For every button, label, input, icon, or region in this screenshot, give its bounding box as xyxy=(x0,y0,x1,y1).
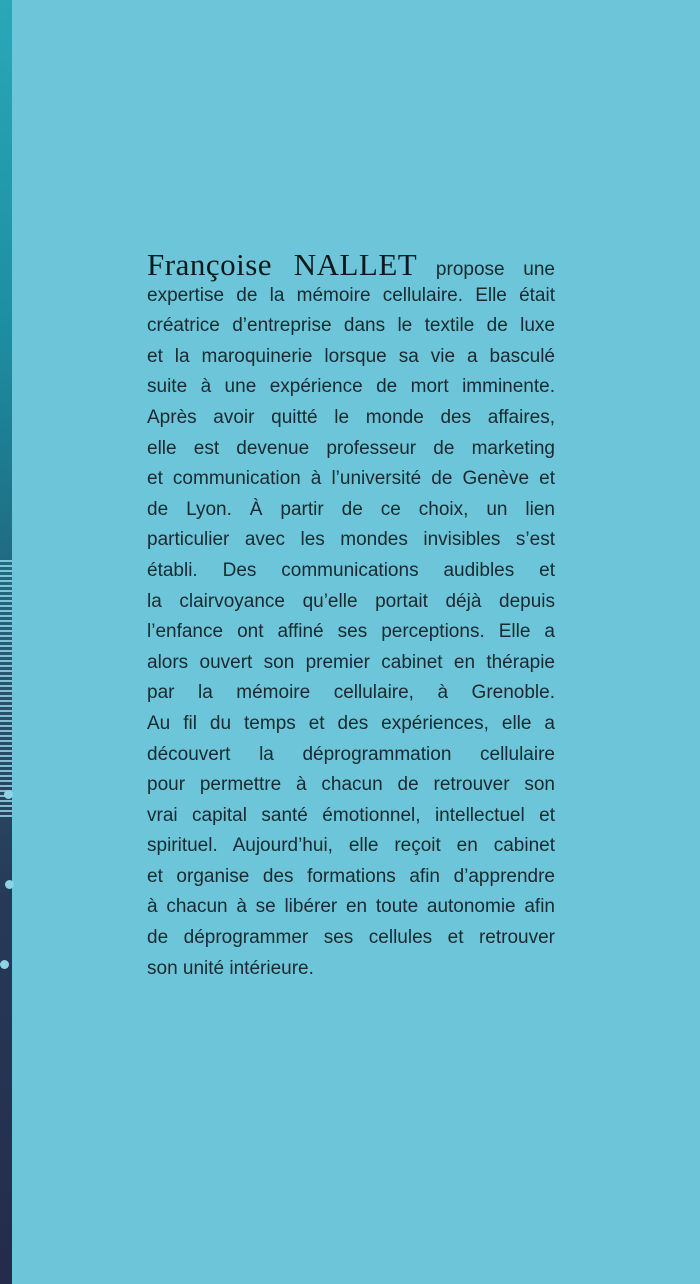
bio-line: établi. Des communications audibles et xyxy=(147,559,555,581)
bio-line: spirituel. Aujourd’hui, elle reçoit en cabinet xyxy=(147,835,555,857)
author-name: Françoise NALLET xyxy=(147,247,418,282)
bio-line: et communication à l’université de Genève et xyxy=(147,468,555,490)
bio-line: son unité intérieure. xyxy=(147,957,314,979)
molecule-node-icon xyxy=(0,960,9,969)
bio-line: la clairvoyance qu’elle portait déjà depuis xyxy=(147,590,555,612)
bio-line: suite à une expérience de mort imminente. xyxy=(147,376,555,398)
bio-line: et organise des formations afin d’apprendre xyxy=(147,865,555,887)
bio-line: créatrice d’entreprise dans le textile de luxe xyxy=(147,315,555,337)
bio-line: de déprogrammer ses cellules et retrouver xyxy=(147,927,555,949)
molecule-node-icon xyxy=(5,880,14,889)
bio-line: vrai capital santé émotionnel, intellectuel et xyxy=(147,804,555,826)
author-bio xyxy=(147,247,555,984)
bio-line: et la maroquinerie lorsque sa vie a basculé xyxy=(147,345,555,367)
molecule-node-icon xyxy=(4,790,13,799)
bio-line: alors ouvert son premier cabinet en thérapie xyxy=(147,651,555,673)
bio-text: propose une xyxy=(435,259,555,280)
bio-line: à chacun à se libérer en toute autonomie afin xyxy=(147,896,555,918)
bio-line: elle est devenue professeur de marketing xyxy=(147,437,555,459)
bio-line: Après avoir quitté le monde des affaires, xyxy=(147,406,555,428)
bio-line: pour permettre à chacun de retrouver son xyxy=(147,774,555,796)
bio-line: l’enfance ont affiné ses perceptions. Elle a xyxy=(147,621,555,643)
bio-line: découvert la déprogrammation cellulaire xyxy=(147,743,555,765)
bio-line: particulier avec les mondes invisibles s’est xyxy=(147,529,555,551)
bio-line: de Lyon. À partir de ce choix, un lien xyxy=(147,498,555,520)
bio-first-line xyxy=(147,247,555,282)
bio-line: par la mémoire cellulaire, à Grenoble. xyxy=(147,682,555,704)
bio-line: Au fil du temps et des expériences, elle a xyxy=(147,712,555,734)
cover-spine-artwork xyxy=(0,0,12,1284)
wave-lines-decoration xyxy=(0,560,12,820)
bio-line: expertise de la mémoire cellulaire. Elle était xyxy=(147,284,555,306)
